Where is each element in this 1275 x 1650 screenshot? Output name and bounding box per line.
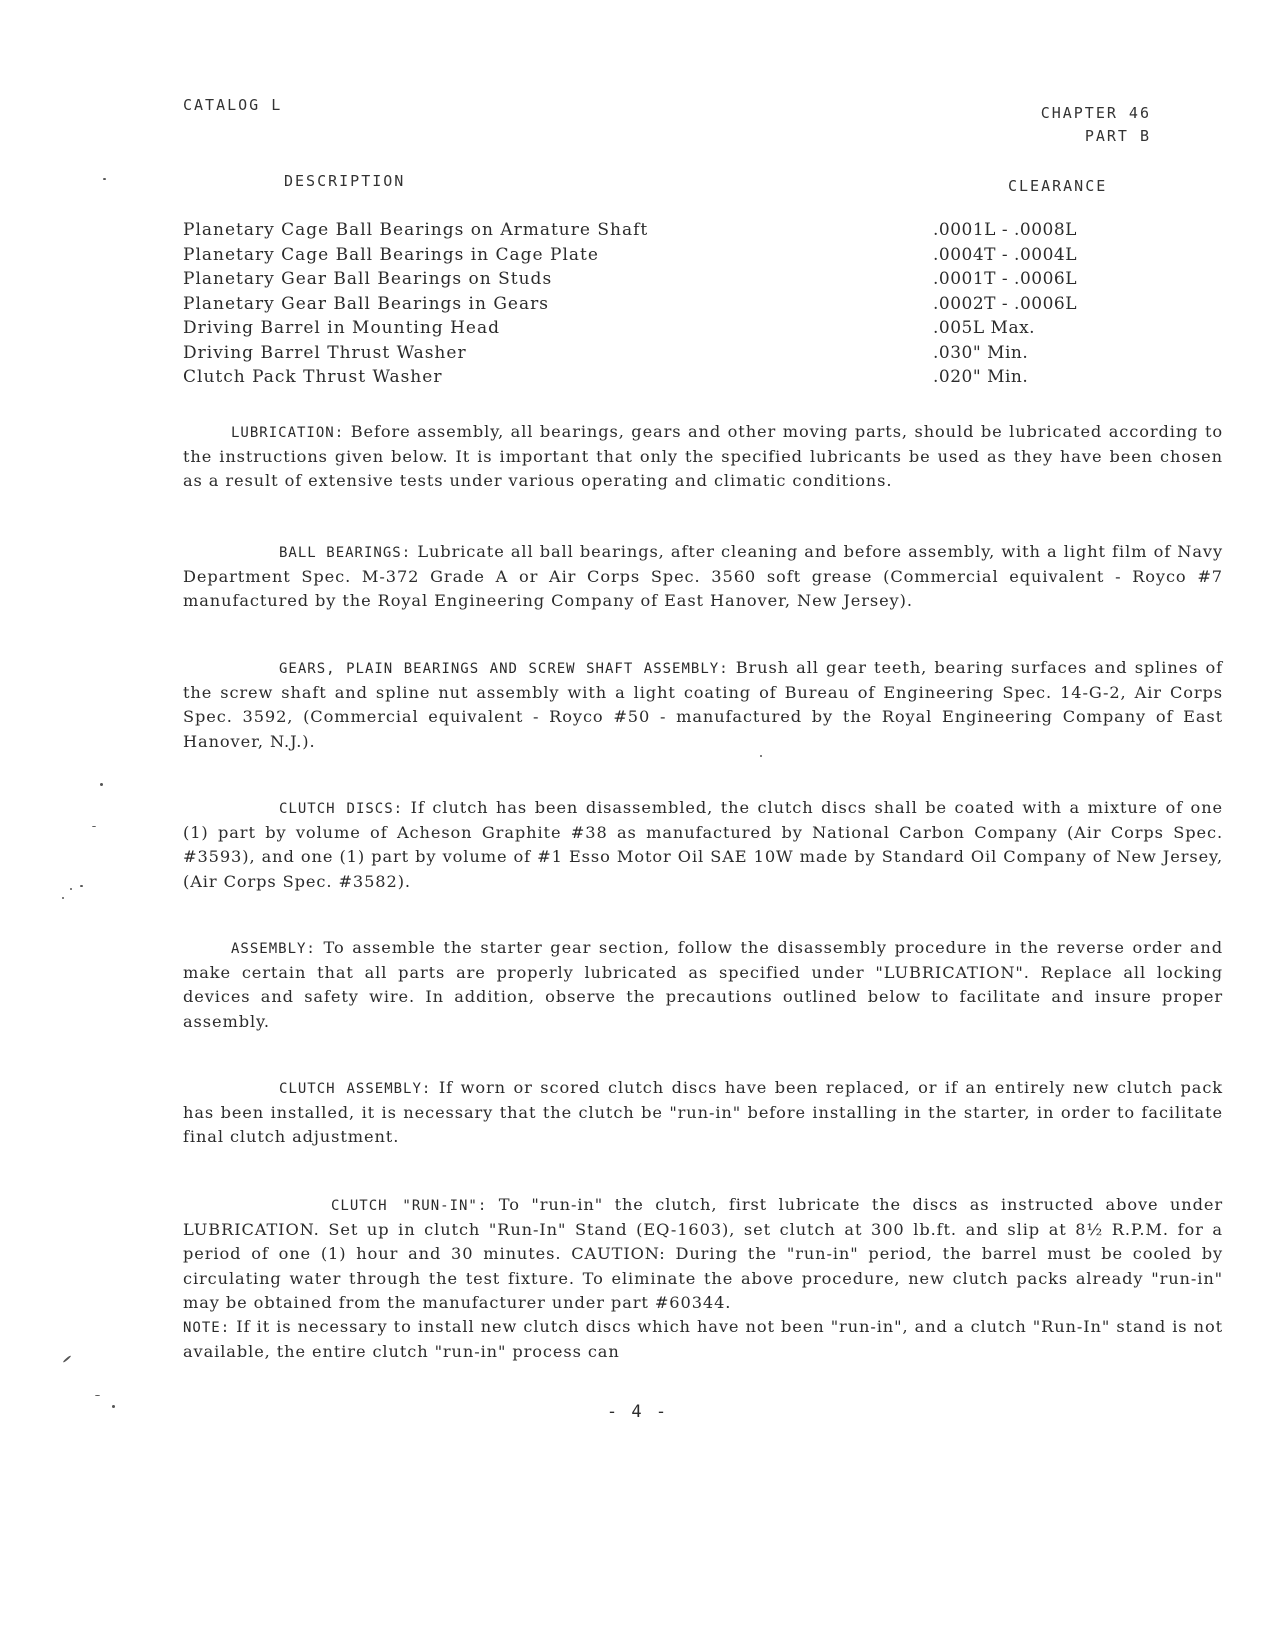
row-description: Planetary Cage Ball Bearings in Cage Plate (183, 244, 599, 265)
note-heading: NOTE: (183, 1320, 231, 1337)
row-clearance: .030" Min. (933, 342, 1029, 363)
clearance-column-header: CLEARANCE (1008, 177, 1108, 195)
lubrication-heading: LUBRICATION: (231, 425, 345, 441)
scan-speck (100, 783, 103, 786)
scan-speck (760, 755, 762, 757)
clutch-runin-paragraph (183, 1193, 1223, 1364)
row-description: Planetary Cage Ball Bearings on Armature Shaft (183, 220, 649, 240)
table-row (183, 294, 1103, 319)
row-clearance: .0002T - .0006L (933, 293, 1078, 314)
clutch-assembly-paragraph (183, 1076, 1223, 1150)
ball-bearings-paragraph (183, 540, 1223, 614)
clutch-discs-heading: CLUTCH DISCS: (279, 801, 404, 817)
assembly-text: To assemble the starter gear section, follow the disassembly procedure in the reverse order and make certain that all parts are properly lubricated as specified under "LUBRICATION". Replace all locking devices and safety wire. In addition, observe the precautions outlined below to facilitate and insure proper assembly. (183, 938, 1223, 1031)
clutch-runin-heading: CLUTCH "RUN-IN": (331, 1198, 488, 1214)
row-clearance: .0004T - .0004L (933, 244, 1078, 265)
clutch-discs-text: If clutch has been disassembled, the clutch discs shall be coated with a mixture of one (1) part by volume of Acheson Graphite #38 as manufactured by National Carbon Company (Air Corps Spec. #3593), and one (1) part by volume of #1 Esso Motor Oil SAE 10W made by Standard Oil Company of New Jersey, (Air Corps Spec. #3582). (183, 798, 1223, 891)
scan-speck (80, 885, 83, 887)
lubrication-paragraph (183, 420, 1223, 494)
table-row (183, 245, 1103, 270)
lubrication-text: Before assembly, all bearings, gears and other moving parts, should be lubricated according to the instructions given below. It is important that only the specified lubricants be used as they have been chosen as a result of extensive tests under various operating and climatic conditions. (183, 422, 1224, 491)
part-label: PART B (1084, 127, 1151, 145)
table-row (183, 318, 1103, 343)
row-clearance: .005L Max. (933, 318, 1036, 338)
gears-heading: GEARS, PLAIN BEARINGS AND SCREW SHAFT ASSEMBLY: (279, 661, 729, 677)
catalog-label: CATALOG L (183, 96, 283, 114)
row-description: Planetary Gear Ball Bearings in Gears (183, 293, 549, 314)
row-clearance: .0001L - .0008L (933, 220, 1077, 240)
scan-speck (92, 826, 96, 827)
table-row (183, 220, 1103, 245)
scan-speck (63, 1355, 72, 1363)
ball-bearings-heading: BALL BEARINGS: (279, 545, 412, 561)
description-column-header: DESCRIPTION (284, 172, 406, 190)
chapter-label: CHAPTER 46 (1040, 104, 1151, 122)
row-description: Clutch Pack Thrust Washer (183, 367, 443, 387)
note-text: If it is necessary to install new clutch discs which have not been "run-in", and a clutch "Run-In" stand is not available, the entire clutch "run-in" process can (183, 1317, 1223, 1362)
clutch-discs-paragraph (183, 796, 1223, 894)
row-description: Driving Barrel Thrust Washer (183, 342, 467, 363)
gears-paragraph (183, 656, 1223, 754)
clearance-table (183, 220, 1103, 392)
page-number: - 4 - (606, 1402, 669, 1422)
scan-speck (62, 897, 64, 899)
scan-speck (103, 178, 106, 180)
clutch-assembly-heading: CLUTCH ASSEMBLY: (279, 1081, 432, 1097)
scan-speck (95, 1395, 100, 1396)
clutch-runin-text: To "run-in" the clutch, first lubricate the discs as instructed above under LUBRICATION. Set up in clutch "Run-In" Stand (EQ-1603), set clutch at 300 lb.ft. and slip at 8½ R.P.M. for a period of one (1) hour and 30 minutes. CAUTION: During the "run-in" period, the barrel must be cooled by circulating water through the test fixture. To eliminate the above procedure, new clutch packs already "run-in" may be obtained from the manufacturer under part #60344. (183, 1195, 1224, 1312)
table-row (183, 343, 1103, 368)
scan-speck (112, 1405, 115, 1408)
row-clearance: .020" Min. (933, 367, 1029, 387)
assembly-paragraph (183, 936, 1223, 1034)
gears-text: Brush all gear teeth, bearing surfaces and splines of the screw shaft and spline nut assembly with a light coating of Bureau of Engineering Spec. 14-G-2, Air Corps Spec. 3592, (Commercial equivalent - Royco #50 - manufactured by the Royal Engineering Company of East Hanover, N.J.). (183, 658, 1223, 751)
table-row (183, 269, 1103, 294)
table-row (183, 367, 1103, 392)
clutch-assembly-text: If worn or scored clutch discs have been replaced, or if an entirely new clutch pack has been installed, it is necessary that the clutch be "run-in" before installing in the starter, in order to facilitate final clutch adjustment. (183, 1078, 1224, 1147)
row-description: Planetary Gear Ball Bearings on Studs (183, 269, 553, 289)
ball-bearings-text: Lubricate all ball bearings, after cleaning and before assembly, with a light film of Navy Department Spec. M-372 Grade A or Air Corps Spec. 3560 soft grease (Commercial equivalent - Royco #7 manufactured by the Royal Engineering Company of East Hanover, New Jersey). (183, 542, 1223, 611)
row-clearance: .0001T - .0006L (933, 269, 1078, 289)
scan-speck (70, 888, 72, 890)
row-description: Driving Barrel in Mounting Head (183, 318, 500, 338)
assembly-heading: ASSEMBLY: (231, 941, 316, 957)
